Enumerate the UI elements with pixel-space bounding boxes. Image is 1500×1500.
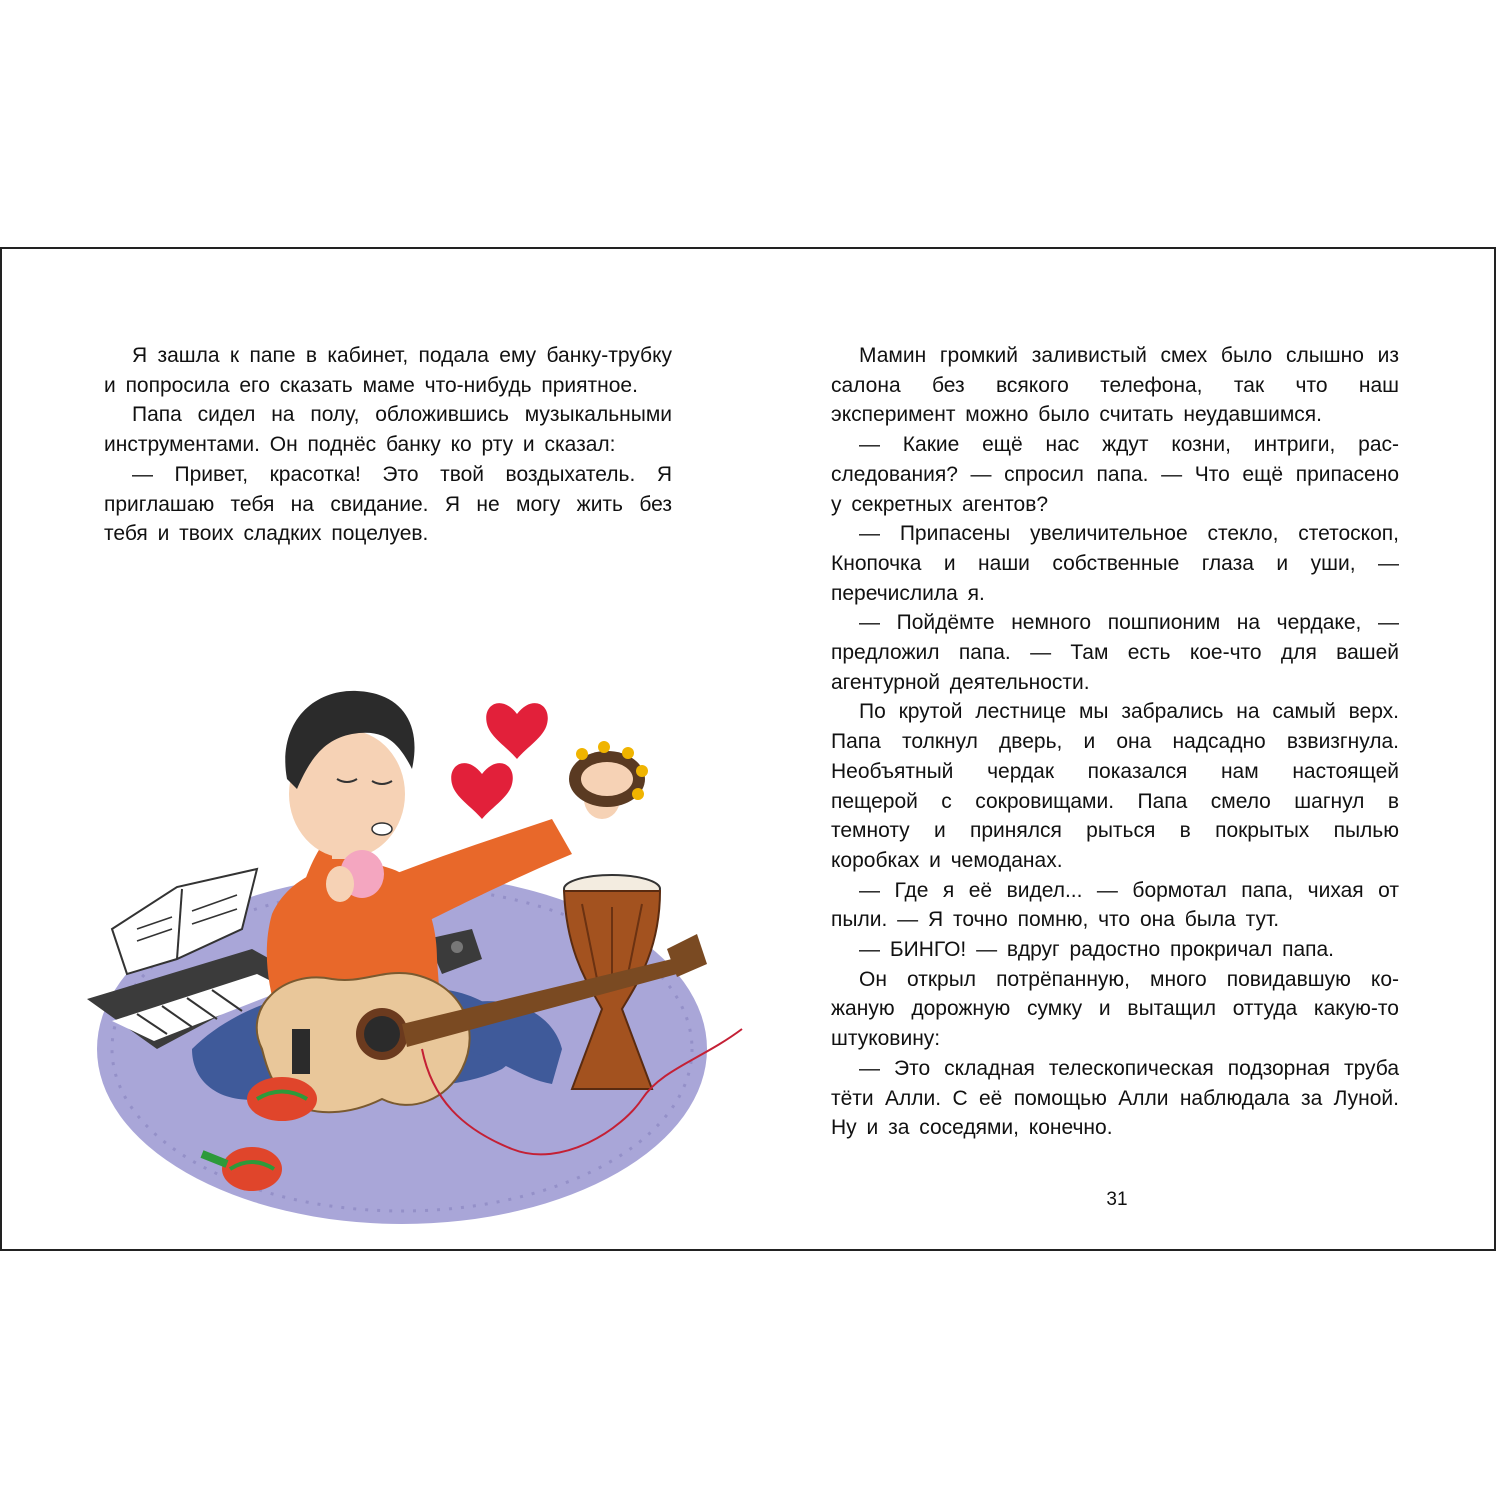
paragraph: — Пойдёмте немного пошпионим на чердаке, — предложил папа. — Там есть кое-что для вашей агентурной деятельности.: [831, 611, 1399, 694]
right-text-column: [831, 341, 1399, 1143]
paragraph: — БИНГО! — вдруг радостно прокричал папа.: [859, 938, 1335, 962]
paragraph: — Это складная телескопическая подзорная труба тёти Алли. С её помощью Алли наблюдала за Луной. Ну и за соседями, конечно.: [831, 1056, 1399, 1140]
heart-icon: [486, 703, 548, 759]
illustration-dad-with-instruments: [82, 629, 762, 1229]
paragraph: — Какие ещё нас ждут козни, интриги, расследования? — спросил папа. — Что ещё припасено у секретных агентов?: [831, 433, 1399, 516]
book-page: [0, 247, 1496, 1251]
left-text-column: [104, 341, 672, 549]
paragraph: — Где я её видел... — бормотал папа, чихая от пыли. — Я точно помню, что она была тут.: [831, 878, 1399, 932]
paragraph: Мамин громкий заливистый смех было слышно из салона без всякого телефона, так что наш эксперимент можно было считать неудавшимся.: [831, 344, 1399, 427]
page-number: 31: [1106, 1189, 1128, 1210]
paragraph: По крутой лестнице мы забрались на самый верх. Папа толкнул дверь, и она надсадно взвизгнула. Необъятный чердак показался нам настоящей пещерой с сокровищами. Папа смело шагнул в темноту и принялся рыться в покрытых пылью коробках и чемоданах.: [831, 700, 1399, 872]
heart-icon: [451, 763, 513, 819]
paragraph: — Привет, красотка! Это твой воздыхатель. Я приглашаю тебя на свидание. Я не могу жить без тебя и твоих сладких поцелуев.: [104, 462, 672, 546]
paragraph: Я зашла к папе в кабинет, подала ему банку-трубку и попросила его сказать маме что-нибудь приятное.: [104, 344, 672, 397]
tambourine-icon: [569, 741, 648, 807]
paragraph: — Припасены увеличительное стекло, стетоскоп, Кнопочка и наши собственные глаза и уши, — перечислила я.: [831, 522, 1399, 605]
paragraph: Папа сидел на полу, обложившись музыкальными инструментами. Он поднёс банку ко рту и сказал:: [104, 403, 672, 457]
paragraph: Он открыл потрёпанную, много повидавшую кожаную дорожную сумку и вытащил оттуда какую-то штуковину:: [831, 967, 1399, 1051]
